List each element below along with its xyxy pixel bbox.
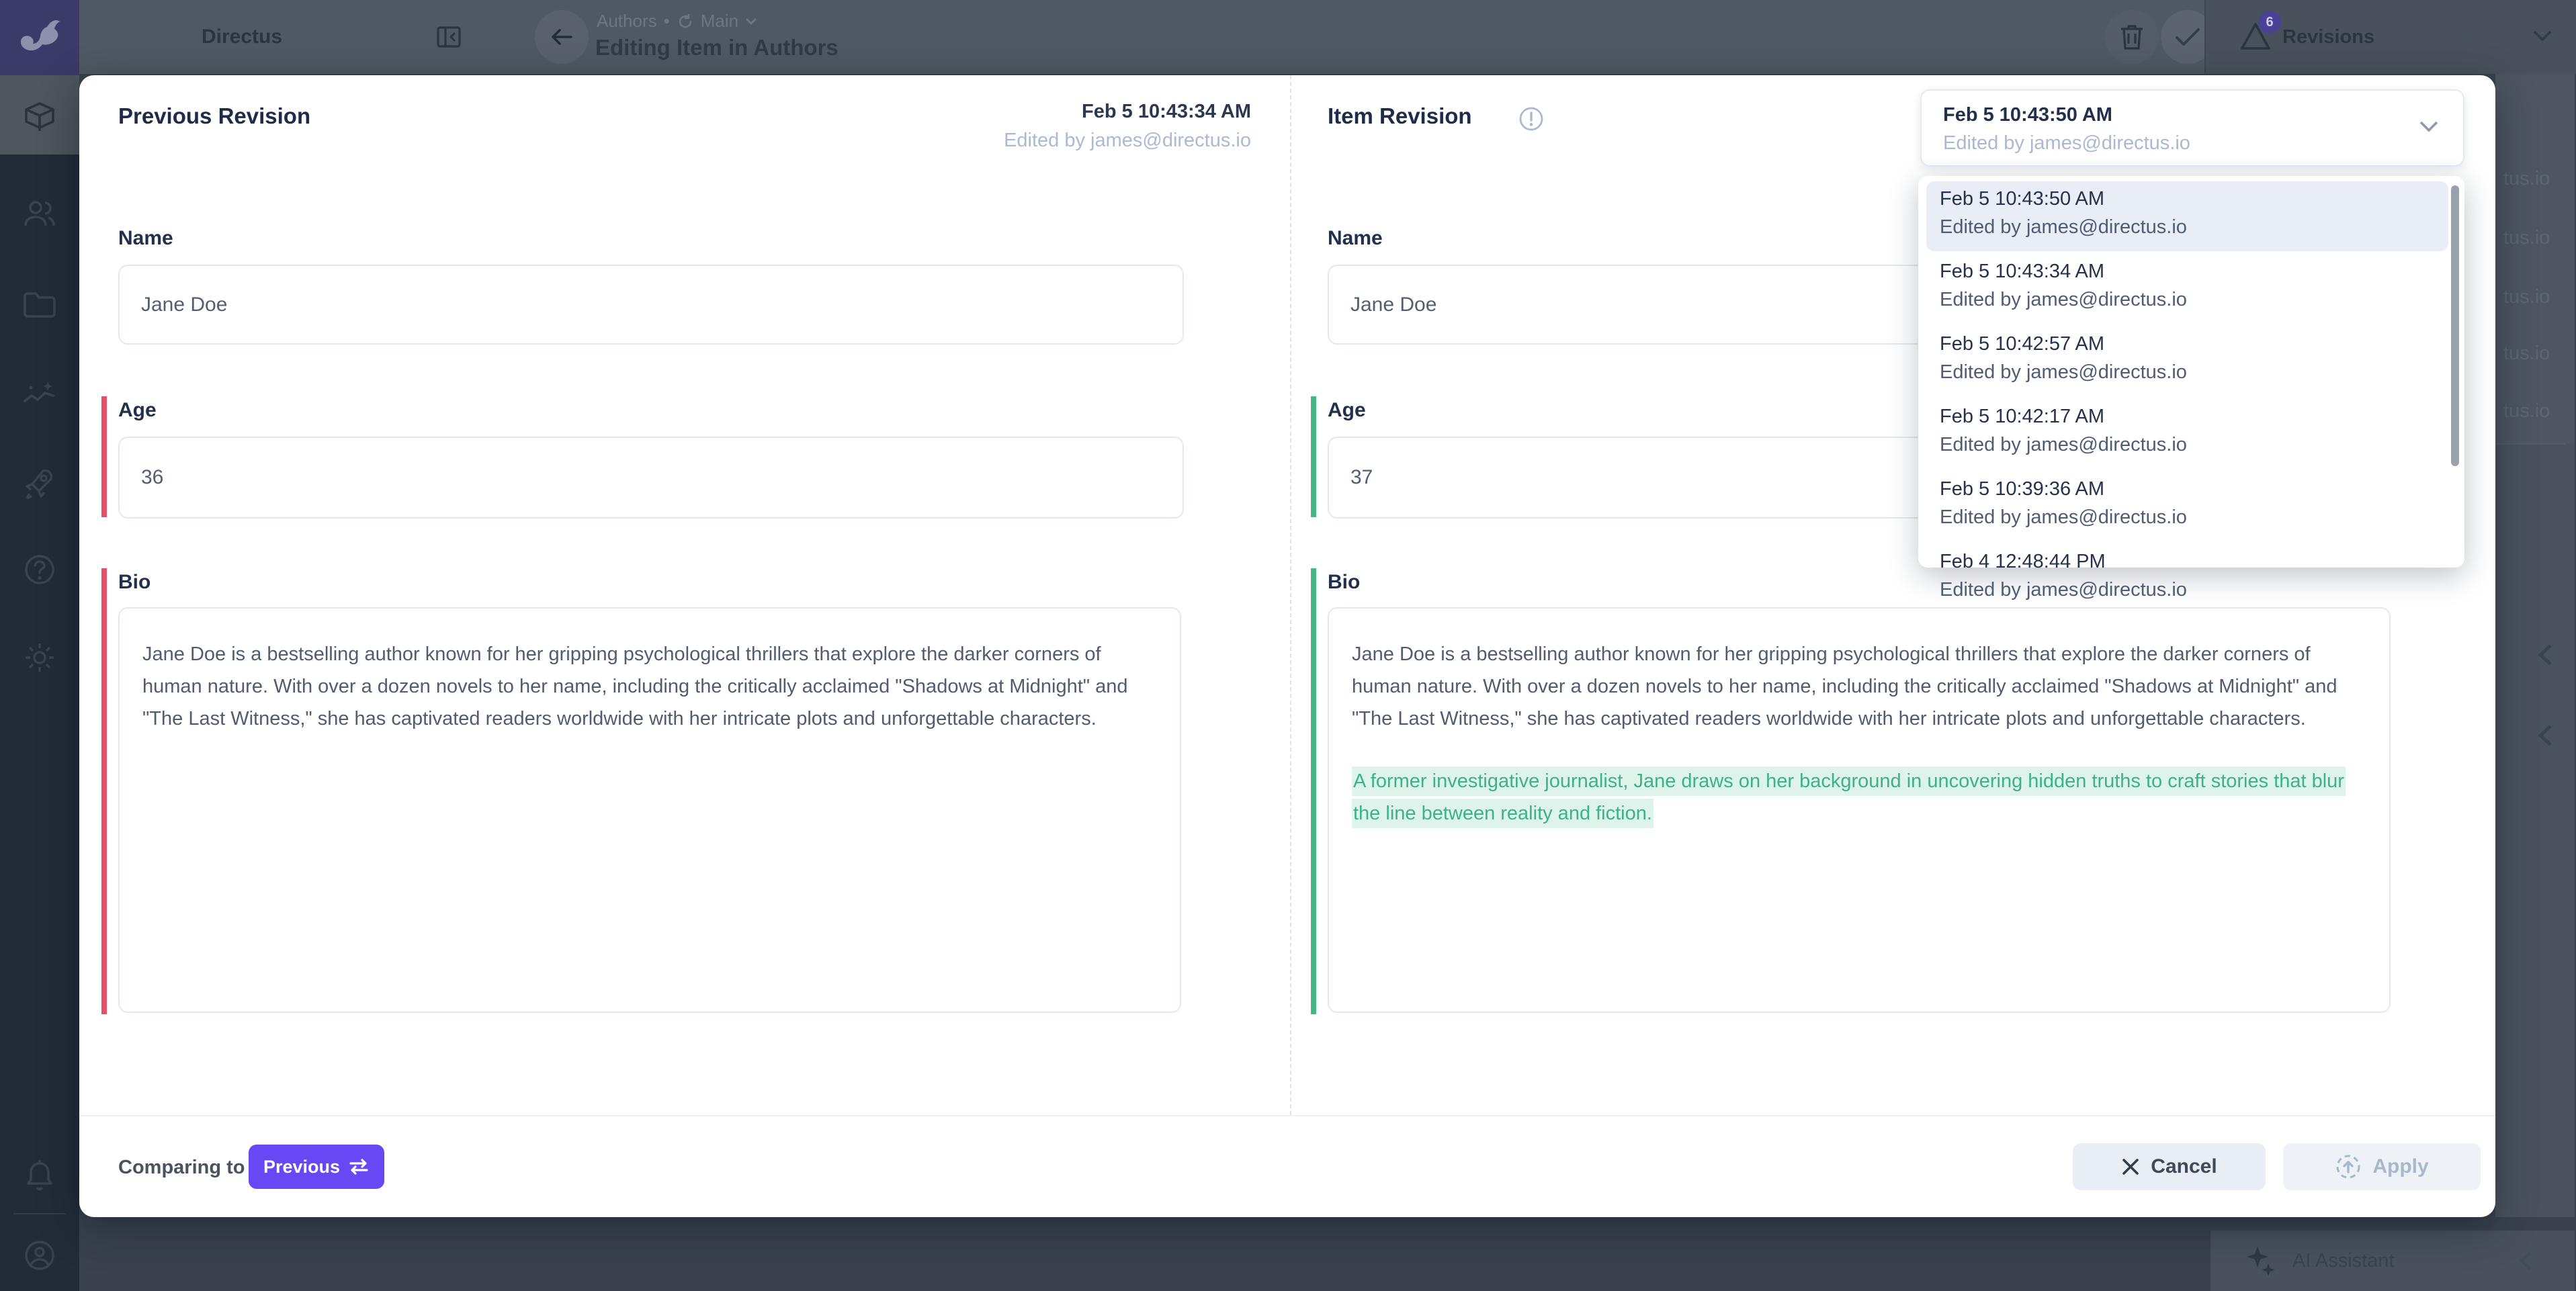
comparison-target-button[interactable] bbox=[249, 1145, 384, 1189]
age-label: Age bbox=[1328, 399, 1366, 421]
revision-option[interactable] bbox=[1926, 254, 2448, 324]
revision-entry-fragment[interactable]: tus.io bbox=[2503, 343, 2550, 364]
revisions-icon bbox=[2238, 14, 2274, 54]
dropdown-scrollbar[interactable] bbox=[2451, 185, 2459, 466]
chevron-left-icon[interactable] bbox=[2537, 724, 2553, 747]
revision-option-editor: Edited by james@directus.io bbox=[1940, 434, 2187, 455]
revisions-sidebar-body bbox=[2495, 74, 2575, 1231]
changed-field-bar bbox=[101, 568, 107, 1014]
revision-option-editor: Edited by james@directus.io bbox=[1940, 506, 2187, 528]
footer-divider bbox=[79, 1115, 2495, 1116]
age-input bbox=[118, 437, 1184, 519]
revision-dropdown-menu bbox=[1918, 176, 2464, 600]
sidebar-item-content[interactable] bbox=[0, 99, 79, 132]
bio-textarea bbox=[118, 607, 1181, 1013]
version-icon bbox=[677, 13, 694, 30]
breadcrumb-separator: • bbox=[663, 11, 670, 31]
cancel-button[interactable] bbox=[2073, 1143, 2266, 1190]
previous-revision-date: Feb 5 10:43:34 AM bbox=[1082, 101, 1251, 122]
breadcrumb-collection[interactable]: Authors bbox=[597, 11, 657, 31]
collapse-sidebar-button[interactable] bbox=[434, 22, 464, 52]
chevron-left-icon[interactable] bbox=[2537, 643, 2553, 666]
revisions-list-band bbox=[2495, 74, 2575, 443]
top-header-bar bbox=[79, 0, 2204, 74]
revisions-count-badge: 6 bbox=[2258, 11, 2281, 34]
sidebar-item-files[interactable] bbox=[0, 291, 79, 319]
changed-field-bar bbox=[1311, 396, 1316, 517]
sidebar-item-settings[interactable] bbox=[0, 641, 79, 674]
revision-select[interactable] bbox=[1920, 89, 2464, 167]
revision-option[interactable] bbox=[1926, 326, 2448, 396]
previous-revision-title: Previous Revision bbox=[118, 103, 311, 128]
revision-entry-fragment[interactable]: tus.io bbox=[2503, 286, 2550, 308]
previous-revision-editor: Edited by james@directus.io bbox=[1004, 130, 1251, 151]
revision-select-value: Feb 5 10:43:50 AM bbox=[1943, 104, 2112, 126]
sidebar-item-users[interactable] bbox=[0, 197, 79, 230]
name-label: Name bbox=[118, 227, 173, 249]
apply-button[interactable] bbox=[2283, 1143, 2481, 1190]
bio-value: Jane Doe is a bestselling author known for her gripping psychological thrillers that explore the darker corners of human nature. With over a dozen novels to her name, including the critically acclaimed "Shadows at Midnight" and "The Last Witness," she has captivated readers worldwide with her intricate plots and unforgettable characters. bbox=[1352, 643, 2337, 729]
gear-icon bbox=[23, 641, 56, 674]
apply-label: Apply bbox=[2372, 1155, 2429, 1177]
changed-field-bar bbox=[1311, 568, 1316, 1014]
sidebar-divider bbox=[2495, 443, 2565, 445]
bio-value: Jane Doe is a bestselling author known for her gripping psychological thrillers that explore the darker corners of human nature. With over a dozen novels to her name, including the critically acclaimed "Shadows at Midnight" and "The Last Witness," she has captivated readers worldwide with her intricate plots and unforgettable characters. bbox=[142, 643, 1128, 729]
revision-option-editor: Edited by james@directus.io bbox=[1940, 289, 2187, 310]
revision-option-editor: Edited by james@directus.io bbox=[1940, 216, 2187, 238]
ai-assistant-bar[interactable] bbox=[2210, 1231, 2575, 1291]
chevron-left-icon[interactable] bbox=[2518, 1251, 2533, 1271]
bio-textarea bbox=[1328, 607, 2391, 1013]
pane-divider bbox=[1290, 75, 1291, 1115]
rocket-icon bbox=[23, 467, 56, 500]
collapse-panel-icon bbox=[434, 22, 464, 52]
folder-icon bbox=[23, 291, 56, 319]
bio-label: Bio bbox=[1328, 571, 1361, 593]
trash-icon bbox=[2119, 23, 2145, 51]
chevron-down-icon[interactable] bbox=[2532, 30, 2552, 43]
revisions-sidebar-header[interactable] bbox=[2204, 0, 2576, 74]
help-icon bbox=[24, 553, 56, 586]
revision-select-subvalue: Edited by james@directus.io bbox=[1943, 132, 2190, 154]
page-bottom-strip bbox=[79, 1217, 2575, 1291]
sidebar-item-marketplace[interactable] bbox=[0, 467, 79, 500]
insights-icon bbox=[22, 380, 57, 409]
revision-entry-fragment[interactable]: tus.io bbox=[2503, 227, 2550, 249]
swap-arrows-icon bbox=[348, 1158, 370, 1175]
revisions-sidebar-title: Revisions bbox=[2282, 26, 2374, 48]
notifications-button[interactable] bbox=[0, 1159, 79, 1192]
revision-option-editor: Edited by james@directus.io bbox=[1940, 361, 2187, 383]
info-icon[interactable] bbox=[1518, 106, 1544, 132]
sidebar-item-help[interactable] bbox=[0, 553, 79, 586]
sidebar-item-insights[interactable] bbox=[0, 380, 79, 409]
revision-option-time: Feb 5 10:43:34 AM bbox=[1940, 261, 2105, 282]
avatar-icon bbox=[23, 1239, 56, 1272]
previous-revision-meta bbox=[848, 101, 1251, 152]
revision-option-time: Feb 5 10:43:50 AM bbox=[1940, 188, 2105, 210]
comparison-target-label: Previous bbox=[263, 1156, 341, 1177]
age-label: Age bbox=[118, 399, 157, 421]
bio-added-text: A former investigative journalist, Jane draws on her background in uncovering hidden truths to craft stories that blur the line between reality and fiction. bbox=[1352, 765, 2366, 830]
directus-logo[interactable] bbox=[0, 0, 79, 75]
revision-entry-fragment[interactable]: tus.io bbox=[2503, 168, 2550, 189]
delete-item-button[interactable] bbox=[2105, 10, 2159, 64]
breadcrumb-version[interactable]: Main bbox=[700, 11, 739, 31]
rabbit-icon bbox=[17, 17, 62, 58]
account-button[interactable] bbox=[0, 1239, 79, 1272]
revision-option[interactable] bbox=[1926, 181, 2448, 251]
revision-option-editor: Edited by james@directus.io bbox=[1940, 579, 2187, 600]
revision-option-time: Feb 5 10:42:17 AM bbox=[1940, 406, 2105, 427]
name-value: Jane Doe bbox=[141, 293, 228, 316]
revision-option[interactable] bbox=[1926, 472, 2448, 541]
revision-option-time: Feb 5 10:39:36 AM bbox=[1940, 478, 2105, 500]
users-icon bbox=[23, 197, 56, 230]
cancel-label: Cancel bbox=[2151, 1155, 2217, 1177]
age-value: 36 bbox=[141, 466, 164, 488]
page-title: Editing Item in Authors bbox=[595, 35, 839, 60]
ai-assistant-label: AI Assistant bbox=[2292, 1249, 2395, 1272]
caret-down-icon bbox=[745, 17, 757, 26]
breadcrumb[interactable] bbox=[597, 11, 757, 32]
back-button[interactable] bbox=[535, 10, 589, 64]
check-icon bbox=[2174, 26, 2201, 48]
chevron-down-icon bbox=[2419, 120, 2439, 134]
revision-option[interactable] bbox=[1926, 399, 2448, 469]
revision-option[interactable] bbox=[1926, 544, 2448, 614]
project-name: Directus bbox=[202, 26, 283, 48]
name-value: Jane Doe bbox=[1350, 293, 1437, 316]
module-bar bbox=[0, 0, 79, 1291]
name-input bbox=[118, 265, 1184, 345]
name-label: Name bbox=[1328, 227, 1383, 249]
age-value: 37 bbox=[1350, 466, 1373, 488]
box-icon bbox=[24, 99, 56, 132]
item-revision-title: Item Revision bbox=[1328, 103, 1472, 128]
arrow-left-icon bbox=[548, 24, 575, 50]
bio-label: Bio bbox=[118, 571, 151, 593]
changed-field-bar bbox=[101, 396, 107, 517]
close-icon bbox=[2121, 1157, 2140, 1176]
module-bar-divider bbox=[13, 1213, 66, 1214]
revision-option-time: Feb 4 12:48:44 PM bbox=[1940, 551, 2106, 572]
sparkle-icon bbox=[2243, 1243, 2278, 1278]
revision-option-time: Feb 5 10:42:57 AM bbox=[1940, 333, 2105, 355]
revision-entry-fragment[interactable]: tus.io bbox=[2503, 400, 2550, 422]
bell-icon bbox=[24, 1159, 55, 1192]
apply-upload-icon bbox=[2335, 1153, 2362, 1180]
comparing-to-label: Comparing to bbox=[118, 1157, 245, 1178]
